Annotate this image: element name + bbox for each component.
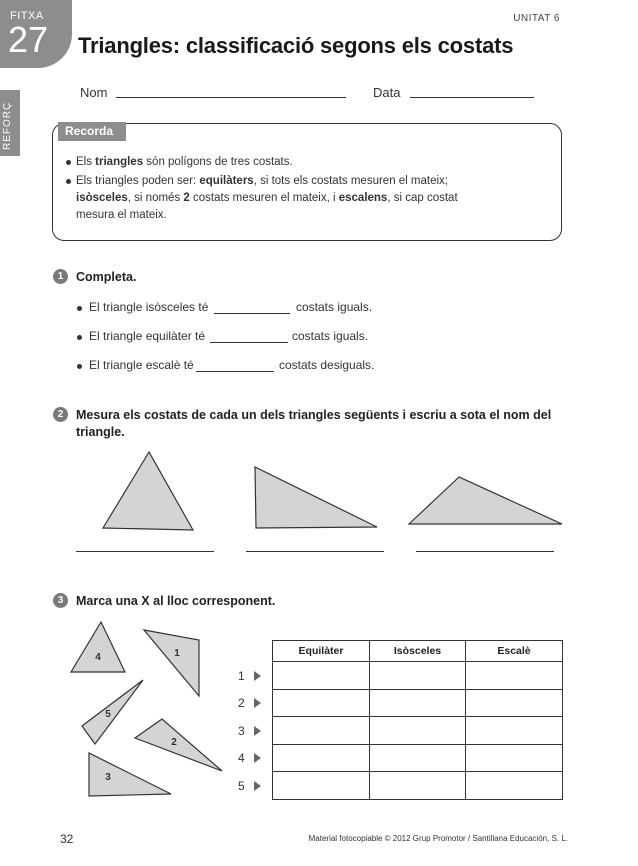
- row-label-2: 2: [238, 696, 261, 710]
- table-cell[interactable]: [273, 717, 370, 745]
- triangle-label: 4: [95, 652, 101, 663]
- page-number: 32: [60, 832, 74, 846]
- exercise-number: 3: [53, 593, 68, 608]
- table-cell[interactable]: [370, 772, 466, 800]
- exercise-number: 2: [53, 407, 68, 422]
- table-cell[interactable]: [466, 717, 563, 745]
- triangles-to-measure: [0, 440, 638, 540]
- bullet-icon: [77, 306, 82, 311]
- date-field[interactable]: [410, 97, 534, 98]
- triangle-label: 3: [105, 772, 111, 783]
- column-header: Escalè: [466, 641, 563, 662]
- table-row: [273, 662, 563, 690]
- triangle-4: [71, 622, 125, 672]
- arrow-right-icon: [254, 671, 261, 681]
- recorda-label: Recorda: [58, 122, 126, 141]
- arrow-right-icon: [254, 781, 261, 791]
- table-cell[interactable]: [273, 662, 370, 690]
- reforc-label: REFORÇ: [2, 101, 13, 150]
- recorda-line-1: Els triangles són polígons de tres costats.: [76, 156, 293, 168]
- table-cell[interactable]: [370, 662, 466, 690]
- triangle-2: [135, 719, 222, 771]
- right-triangle: [255, 467, 377, 528]
- sentence-text: El triangle escalè té: [89, 358, 194, 372]
- row-label-4: 4: [238, 751, 261, 765]
- triangle-3: [89, 753, 171, 796]
- row-label-3: 3: [238, 724, 261, 738]
- table-cell[interactable]: [466, 744, 563, 772]
- recorda-line-2: Els triangles poden ser: equilàters, si tots els costats mesuren el mateix;: [76, 175, 448, 187]
- table-cell[interactable]: [273, 772, 370, 800]
- name-field[interactable]: [116, 97, 346, 98]
- column-header: Equilàter: [273, 641, 370, 662]
- sentence-text: costats desiguals.: [279, 358, 375, 372]
- unit-label: UNITAT 6: [513, 13, 560, 24]
- table-row: [273, 717, 563, 745]
- bullet-icon: [66, 179, 71, 184]
- exercise-number: 1: [53, 269, 68, 284]
- table-row: [273, 744, 563, 772]
- table-cell[interactable]: [466, 662, 563, 690]
- copyright-note: Material fotocopiable © 2012 Grup Promotor / Santillana Educación, S. L.: [308, 834, 568, 843]
- classification-table: [272, 640, 563, 800]
- arrow-right-icon: [254, 753, 261, 763]
- recorda-line-3: isòsceles, si només 2 costats mesuren el mateix, i escalens, si cap costat: [76, 192, 458, 204]
- exercise-title: Completa.: [76, 270, 137, 284]
- sentence-text: El triangle equilàter té: [89, 329, 206, 343]
- recorda-line-4: mesura el mateix.: [76, 209, 167, 221]
- table-cell[interactable]: [466, 772, 563, 800]
- triangle-1: [144, 630, 199, 696]
- sentence-text: costats iguals.: [292, 329, 369, 343]
- exercise-title: Marca una X al lloc corresponent.: [76, 594, 276, 608]
- answer-field[interactable]: [246, 551, 384, 552]
- table-header-row: [273, 641, 563, 662]
- table-cell[interactable]: [370, 689, 466, 717]
- triangles-to-classify: [0, 610, 272, 800]
- table-cell[interactable]: [273, 689, 370, 717]
- sentence-text: El triangle isòsceles té: [89, 300, 209, 314]
- table-row: [273, 689, 563, 717]
- table-cell[interactable]: [466, 689, 563, 717]
- row-label-1: 1: [238, 669, 261, 683]
- row-label-5: 5: [238, 779, 261, 793]
- triangle-label: 5: [105, 709, 111, 720]
- answer-field[interactable]: [416, 551, 554, 552]
- page-title: Triangles: classificació segons els costats: [78, 33, 514, 58]
- bullet-icon: [66, 160, 71, 165]
- date-label: Data: [373, 85, 401, 100]
- fitxa-label: FITXA: [10, 10, 44, 22]
- table-row: [273, 772, 563, 800]
- table-cell[interactable]: [273, 744, 370, 772]
- name-label: Nom: [80, 85, 108, 100]
- answer-field[interactable]: [214, 313, 290, 314]
- bullet-icon: [77, 364, 82, 369]
- triangle-5: [82, 680, 143, 744]
- exercise-title: Mesura els costats de cada un dels triangles següents i escriu a sota el nom del: [76, 408, 552, 422]
- bullet-icon: [77, 335, 82, 340]
- fitxa-number: 27: [8, 19, 49, 60]
- answer-field[interactable]: [210, 342, 288, 343]
- sentence-text: costats iguals.: [296, 300, 373, 314]
- arrow-right-icon: [254, 698, 261, 708]
- answer-field[interactable]: [196, 371, 274, 372]
- obtuse-triangle: [409, 477, 562, 524]
- answer-field[interactable]: [76, 551, 214, 552]
- column-header: Isòsceles: [370, 641, 466, 662]
- triangle-label: 2: [171, 737, 177, 748]
- table-cell[interactable]: [370, 744, 466, 772]
- table-cell[interactable]: [370, 717, 466, 745]
- exercise-title: triangle.: [76, 425, 125, 439]
- equilateral-triangle: [103, 452, 193, 530]
- arrow-right-icon: [254, 726, 261, 736]
- triangle-label: 1: [174, 648, 180, 659]
